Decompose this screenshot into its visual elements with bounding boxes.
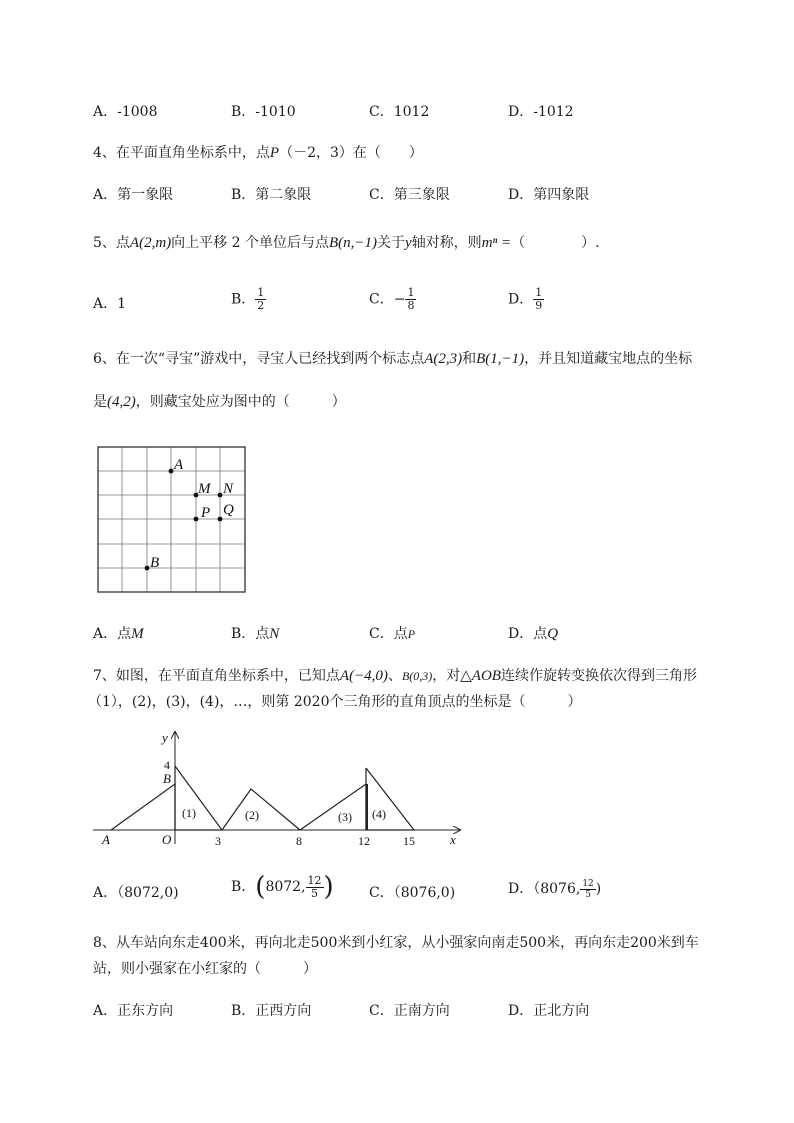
label-q: Q [223,502,234,518]
q7-option-c: C．（8076,0) [369,885,456,901]
q8-stem-line2: 站，则小强家在小红家的（ ） [93,961,317,977]
q5-option-a: A．1 [93,296,127,312]
fraction: $\frac{1}{8}$ [407,286,415,312]
q6-option-a: A．点M [93,626,144,642]
label-o: O [162,832,172,847]
label-a: A [174,457,184,473]
fraction: $\frac{12}{5}$ [307,873,322,900]
q5-stem: 5、点A(2,m)向上平移 2 个单位后与点B(n,−1)关于y轴对称，则mⁿ =（ ）. [93,235,600,251]
q3-option-a: A．-1008 [93,104,158,120]
triangle-aob [111,784,175,830]
q5-option-b: B． $\frac{1}{2}$ [231,286,265,312]
label-a: A [102,832,110,847]
q6-option-d: D．点Q [508,626,559,642]
x-axis-label: x [450,832,456,847]
q8-option-a: A．正东方向 [93,1003,174,1019]
y-tick-4: 4 [164,758,170,772]
q4-option-a: A．第一象限 [93,187,174,203]
x-tick-15: 15 [403,834,415,848]
triangle-1-label: (1) [182,806,196,820]
q3-option-b: B．-1010 [231,104,296,120]
q7-option-a: A．（8072,0) [93,885,179,901]
label-n: N [223,481,234,497]
q4-option-d: D．第四象限 [508,187,590,203]
q8-option-c: C．正南方向 [369,1003,450,1019]
label-b: B [150,555,160,571]
x-tick-8: 8 [296,834,302,848]
fraction: $\frac{1}{2}$ [257,286,265,312]
fraction: $\frac{1}{9}$ [535,286,543,312]
x-tick-12: 12 [358,834,370,848]
y-axis-label: y [162,730,168,745]
q7-stem-line2: （1），(2)，(3)，(4)，…，则第 2020个三角形的直角顶点的坐标是（ ） [88,694,582,710]
triangle-4-label: (4) [372,807,386,821]
q8-stem-line1: 8、从车站向东走400米，再向北走500米到小红家，从小强家向南走500米，再向东走200米到车 [93,935,699,951]
triangle-3-label: (3) [338,810,352,824]
treasure-grid-figure [90,440,260,600]
q6-stem-line2: 是(4,2)，则藏宝处应为图中的（ ） [93,394,346,410]
q6-stem-line1: 6、在一次“寻宝”游戏中，寻宝人已经找到两个标志点A(2,3)和B(1,−1)，并且知道藏宝地点的坐标 [93,351,693,367]
label-b: B [163,771,171,786]
triangle-1 [175,766,222,830]
q8-option-b: B．正西方向 [231,1003,312,1019]
q7-option-b: B．(8072, $\frac{12}{5}$ ) [231,872,334,902]
triangle-2-label: (2) [245,808,259,822]
fraction: $\frac{12}{5}$ [582,878,594,900]
label-p: P [201,505,211,521]
triangle-2 [222,789,300,830]
q4-stem: 4、在平面直角坐标系中，点P（－2，3）在（ ） [93,145,423,161]
q5-option-c: C．− $\frac{1}{8}$ [369,286,415,312]
point-a-dot [169,469,174,474]
q8-option-d: D．正北方向 [508,1003,590,1019]
point-p-dot [194,517,199,522]
point-q-dot [218,517,223,522]
q6-option-b: B．点N [231,626,280,642]
q3-option-c: C．1012 [369,104,430,120]
q7-stem-line1: 7、如图，在平面直角坐标系中，已知点A(−4,0)、B(0,3)，对△AOB连续作旋转变换依次得到三角形 [93,668,697,684]
triangle-3 [300,784,366,830]
rotation-triangles-figure [88,726,468,851]
label-m: M [198,481,211,497]
q3-option-d: D．-1012 [508,104,574,120]
q6-option-c: C．点P [369,626,416,642]
q5-option-d: D． $\frac{1}{9}$ [508,286,543,312]
q4-option-c: C．第三象限 [369,187,450,203]
q7-option-d: D．（8076, $\frac{12}{5}$ ) [508,878,602,900]
point-n-dot [218,493,223,498]
x-tick-3: 3 [215,834,221,848]
q4-option-b: B．第二象限 [231,187,312,203]
point-b-dot [145,566,150,571]
